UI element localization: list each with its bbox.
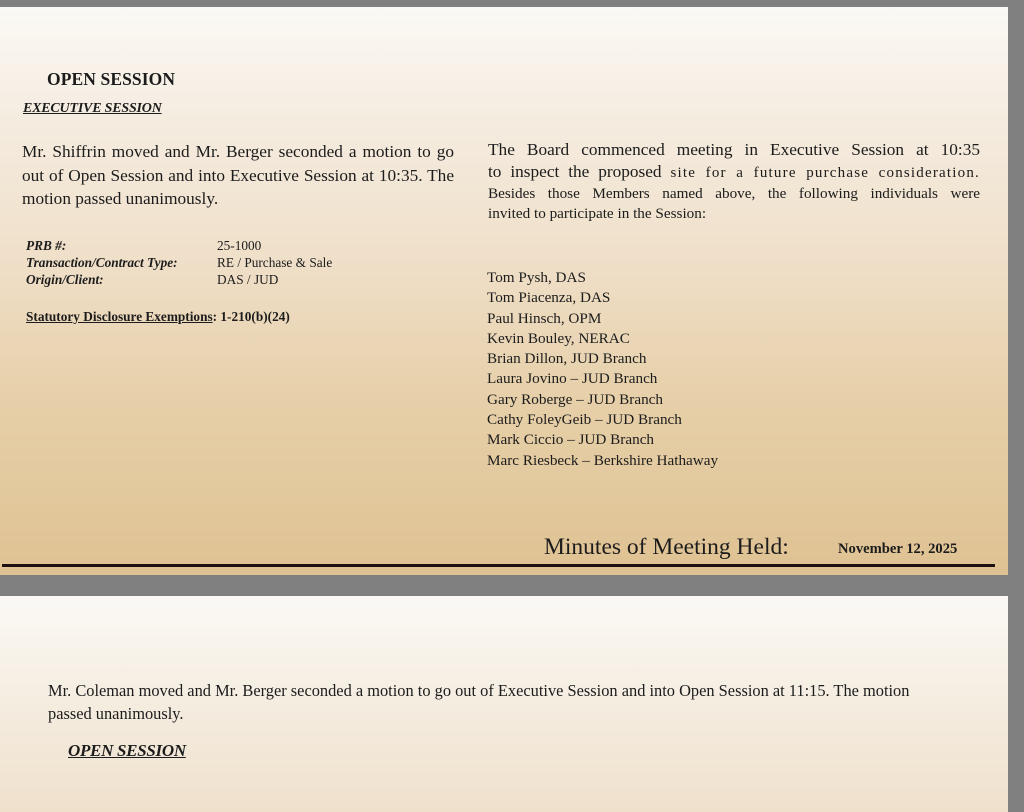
attendee-item: Brian Dillon, JUD Branch <box>487 350 647 368</box>
intro-line-2b: site for a future purchase consideration. <box>670 165 980 181</box>
intro-line-1: The Board commenced meeting in Executive Session at 10:35 <box>488 140 980 159</box>
attendee-item: Tom Pysh, DAS <box>487 269 586 286</box>
intro-line-2 <box>488 161 980 184</box>
exemptions-label: Statutory Disclosure Exemptions <box>26 309 213 324</box>
open-session-heading-bottom: OPEN SESSION <box>68 741 186 760</box>
origin-client-row <box>26 271 332 288</box>
attendee-list <box>487 268 718 471</box>
attendee-item: Laura Jovino – JUD Branch <box>487 370 658 388</box>
intro-line-3: Besides those Members named above, the following individuals were <box>488 185 980 202</box>
attendee-item: Paul Hinsch, OPM <box>487 309 602 327</box>
origin-client-value: DAS / JUD <box>217 272 279 287</box>
attendee-item: Kevin Bouley, NERAC <box>487 329 630 347</box>
prb-value: 25-1000 <box>217 238 262 253</box>
prb-row <box>26 237 332 254</box>
minutes-page-top <box>0 7 1008 575</box>
open-session-heading: OPEN SESSION <box>47 69 176 89</box>
attendee-item: Tom Piacenza, DAS <box>487 289 611 307</box>
minutes-footer-title: Minutes of Meeting Held: <box>544 534 789 560</box>
prb-label: PRB #: <box>26 238 67 253</box>
transaction-type-row <box>26 254 332 271</box>
transaction-type-label: Transaction/Contract Type: <box>26 255 178 270</box>
intro-line-2a: to inspect the proposed <box>488 162 662 181</box>
executive-session-heading: EXECUTIVE SESSION <box>23 101 162 116</box>
attendee-item: Marc Riesbeck – Berkshire Hathaway <box>487 451 719 469</box>
executive-session-intro <box>488 139 980 224</box>
transaction-type-value: RE / Purchase & Sale <box>217 255 333 270</box>
footer-divider <box>2 564 995 567</box>
attendee-item: Gary Roberge – JUD Branch <box>487 390 664 408</box>
motion-to-open-session: Mr. Coleman moved and Mr. Berger seconded a motion to go out of Executive Session and into Open Session at 11:15. The motion passed unanimously. <box>48 681 910 723</box>
intro-line-4: invited to participate in the Session: <box>488 205 707 222</box>
matter-details <box>26 237 332 288</box>
attendee-item: Mark Ciccio – JUD Branch <box>487 431 655 449</box>
motion-to-executive-session: Mr. Shiffrin moved and Mr. Berger seconded a motion to go out of Open Session and into Executive Session at 10:35. The motion passed unanimously. <box>22 142 454 208</box>
attendee-item: Cathy FoleyGeib – JUD Branch <box>487 411 682 429</box>
origin-client-label: Origin/Client: <box>26 272 104 287</box>
exemptions-value: : 1-210(b)(24) <box>212 309 290 324</box>
statutory-exemptions <box>26 309 290 325</box>
meeting-date: November 12, 2025 <box>838 541 958 557</box>
